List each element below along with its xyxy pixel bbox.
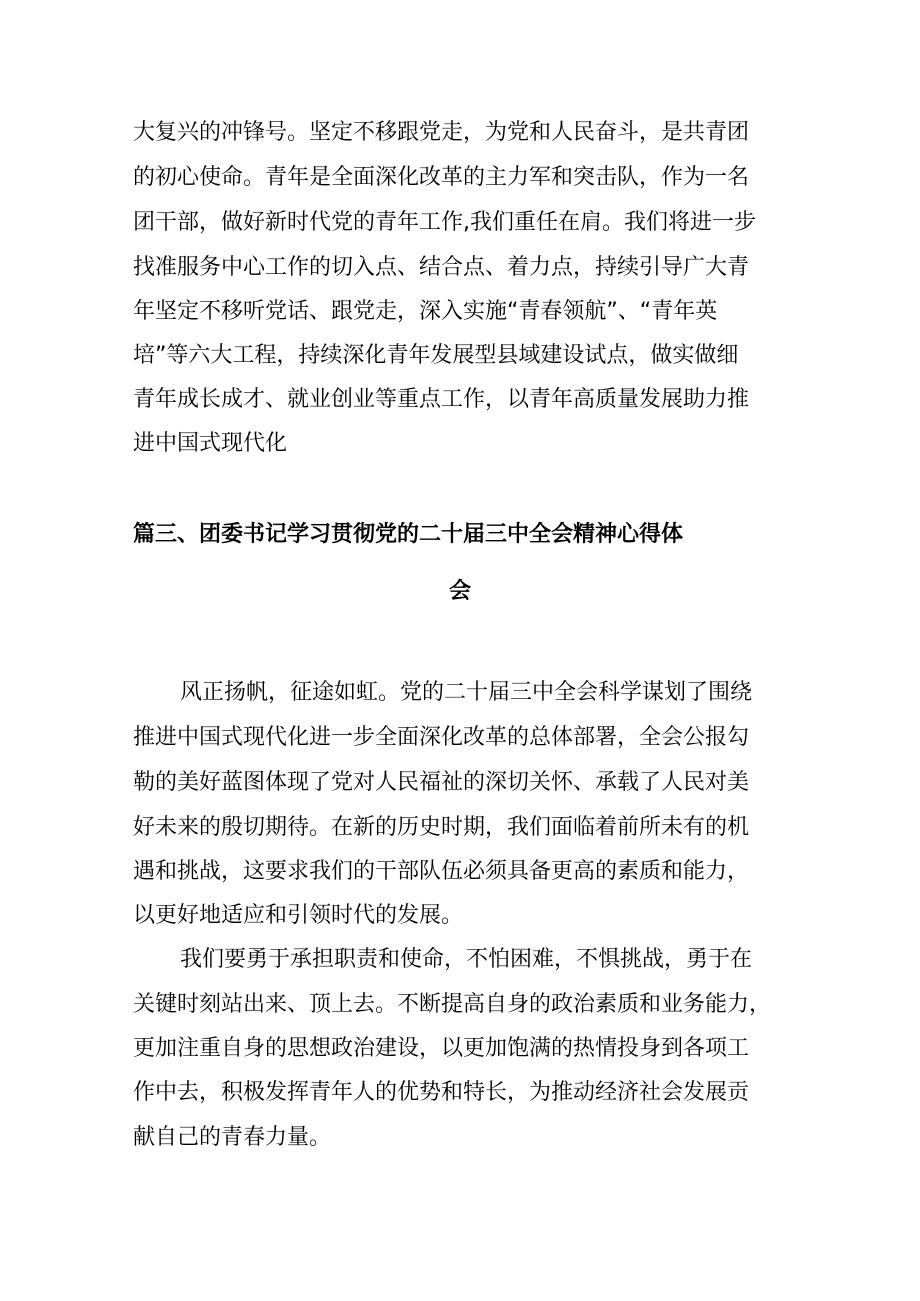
paragraph-1-line-7: 青年成长成才、就业创业等重点工作，以青年高质量发展助力推	[133, 387, 750, 412]
paragraph-2-line-5: 遇和挑战，这要求我们的干部队伍必须具备更高的素质和能力，	[133, 859, 750, 884]
paragraph-1-line-5: 年坚定不移听党话、跟党走，深入实施“青春领航”、“青年英	[133, 299, 718, 324]
paragraph-1-line-6: 培”等六大工程，持续深化青年发展型县域建设试点，做实做细	[133, 343, 739, 368]
paragraph-1-line-3: 团干部，做好新时代党的青年工作,我们重任在肩。我们将进一步	[133, 210, 756, 235]
paragraph-2-line-4: 好未来的殷切期待。在新的历史时期，我们面临着前所未有的机	[133, 815, 750, 840]
section-heading-line-2: 会	[449, 579, 472, 604]
paragraph-3-line-1: 我们要勇于承担职责和使命，不怕困难，不惧挑战，勇于在	[180, 947, 753, 972]
paragraph-1-line-4: 找准服务中心工作的切入点、结合点、着力点，持续引导广大青	[133, 255, 750, 280]
paragraph-2-line-3: 勒的美好蓝图体现了党对人民福祉的深切关怀、承载了人民对美	[133, 770, 750, 795]
paragraph-2-line-2: 推进中国式现代化进一步全面深化改革的总体部署，全会公报勾	[133, 725, 750, 750]
paragraph-2-line-1: 风正扬帆，征途如虹。党的二十届三中全会科学谋划了围绕	[180, 680, 753, 705]
paragraph-1-line-2: 的初心使命。青年是全面深化改革的主力军和突击队，作为一名	[133, 165, 750, 190]
paragraph-3-line-4: 作中去，积极发挥青年人的优势和特长，为推动经济社会发展贡	[133, 1080, 750, 1105]
paragraph-3-line-2: 关键时刻站出来、顶上去。不断提高自身的政治素质和业务能力，	[133, 992, 772, 1017]
paragraph-3-line-3: 更加注重自身的思想政治建设，以更加饱满的热情投身到各项工	[133, 1036, 750, 1061]
paragraph-1-line-8: 进中国式现代化	[133, 431, 288, 456]
section-heading-line-1: 篇三、团委书记学习贯彻党的二十届三中全会精神心得体	[133, 522, 684, 547]
paragraph-2-line-6: 以更好地适应和引领时代的发展。	[133, 903, 464, 928]
paragraph-1-line-1: 大复兴的冲锋号。坚定不移跟党走，为党和人民奋斗，是共青团	[133, 120, 750, 145]
paragraph-3-line-5: 献自己的青春力量。	[133, 1125, 332, 1150]
